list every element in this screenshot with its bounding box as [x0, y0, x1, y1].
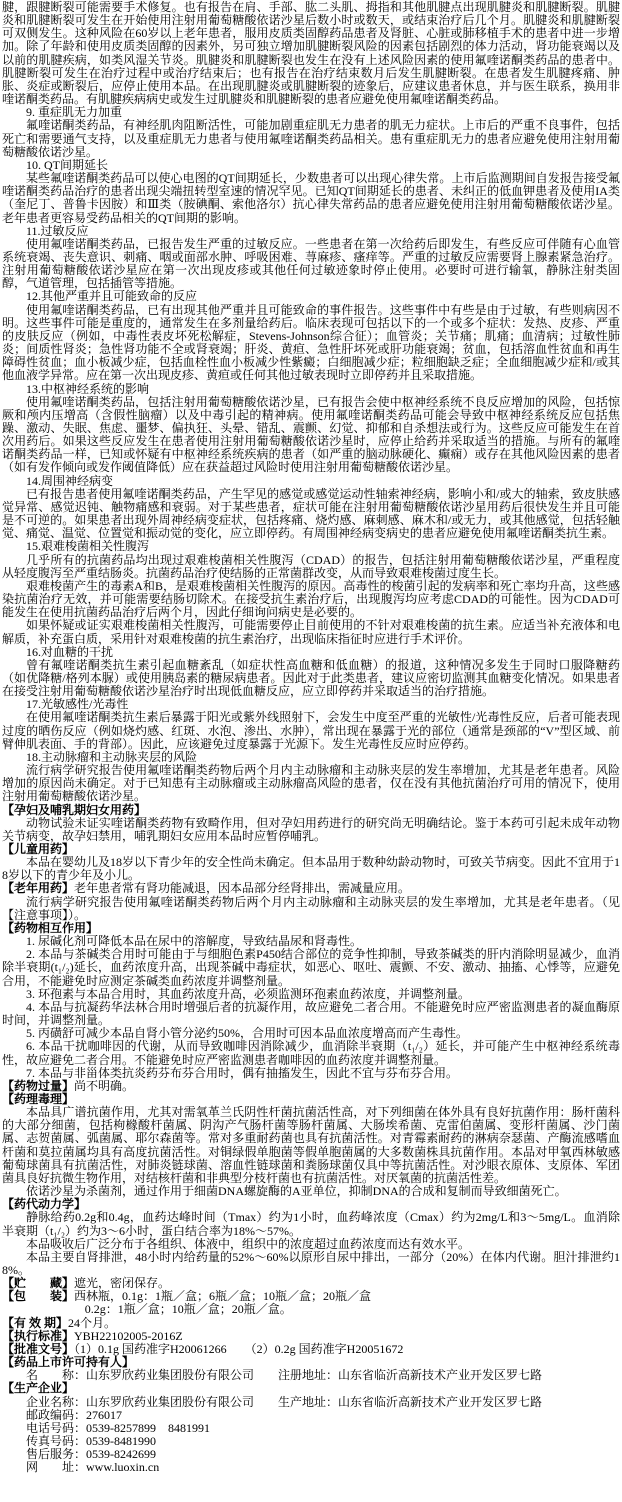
paragraph-text: 遮光，密闭保存。	[74, 1276, 171, 1291]
paragraph-text: 已有报告患者使用氟喹诺酮类药品，产生罕见的感觉或感觉运动性轴索神经病，影响小和/或大的轴索，致皮肤感觉异常、感觉迟钝、触物痛感和衰弱。对于某些患者，症状可能在注射用葡萄糖酸依诺沙星用药后很快发生并且可能是不可逆的。如果患者出现外周神经病变症状，包括疼痛、烧灼感、麻刺感、麻木和/或无力，或其他感觉，包括轻触觉、痛觉、温觉、位置觉和振动觉的变化，应立即停药。有周围神经病变病史的患者应避免使用氟喹诺酮类抗生素。	[2, 486, 620, 541]
paragraph-text: 本品吸收后广泛分布于各组织、体液中，组织中的浓度超过血药浓度而达有效水平。	[26, 1236, 471, 1251]
paragraph-text: 静脉给药0.2g和0.4g，血药达峰时间（Tmax）约为1小时，血药峰浓度（Cmax）约为2mg/L和3～5mg/L。血消除半衰期（t₁/₂）约为3～6小时，蛋白结合率为18%～57%。	[2, 1210, 620, 1238]
paragraph-text: 尚不明确。	[74, 1078, 135, 1093]
section-header-label: 【药物相互作用】	[2, 920, 99, 935]
body-paragraph	[2, 711, 620, 750]
body-paragraph	[2, 619, 620, 645]
paragraph-text: 6. 本品干扰咖啡因的代谢，从而导致咖啡因消除减少，血消除半衰期（t₁/₂）延长，并可能产生中枢神经系统毒性，故应避免二者合用。不能避免时应严密监测患者咖啡因的血药浓度并调整剂量。	[2, 1039, 620, 1067]
paragraph-text: 18.主动脉瘤和主动脉夹层的风险	[26, 749, 198, 764]
section-header-label: 【儿童用药】	[2, 842, 75, 856]
paragraph-text: 本品在婴幼儿及18岁以下青少年的安全性尚未确定。但本品用于数种幼龄动物时，可致关节病变。因此不宜用于18岁以下的青少年及小儿。	[2, 855, 621, 883]
section-header-label: 【执行标准】	[2, 1328, 75, 1343]
paragraph-text: 氟喹诺酮类药品，有神经肌肉阻断活性，可能加剧重症肌无力患者的肌无力症状。上市后的严重不良事件，包括死亡和需要通气支持，以及重症肌无力患者与使用氟喹诺酮类药品相关。患有重症肌无力的患者应避免使用注射用葡萄糖酸依诺沙星。	[2, 118, 620, 159]
body-paragraph	[2, 1211, 620, 1237]
paragraph-text: 某些氟喹诺酮类药品可以使心电图的QT间期延长，少数患者可以出现心律失常。上市后监测期间自发报告接受氟喹诺酮类药品治疗的患者出现尖端扭转型室速的情况罕见。已知QT间期延长的患者、未纠正的低血钾患者及使用IA类（奎尼丁、普鲁卡因胺）和Ⅲ类（胺碘酮、索他洛尔）抗心律失常药品的患者应避免使用注射用葡萄糖酸依诺沙星。老年患者更容易受药品相关的QT间期的影响。	[2, 171, 620, 225]
section-header-label: 【药品上市许可持有人】	[2, 1355, 135, 1370]
paragraph-text: 7. 本品与非甾体类抗炎药芬布芬合用时，偶有抽搐发生，因此不宜与芬布芬合用。	[26, 1065, 459, 1080]
body-paragraph	[2, 1001, 620, 1027]
body-paragraph	[2, 817, 620, 843]
body-paragraph	[2, 1106, 620, 1185]
paragraph-text: 腱，跟腱断裂可能需要手术修复。也有报告在肩、手部、肱二头肌、拇指和其他肌腱点出现肌腱炎和肌腱断裂。肌腱炎和肌腱断裂可发生在开始使用注射用葡萄糖酸依诺沙星后数小时或数天，或结束治疗后几个月。肌腱炎和肌腱断裂可双侧发生。这种风险在60岁以上老年患者，服用皮质类固醇药品患者及肾脏、心脏或肺移植手术的患者中进一步增加。除了年龄和使用皮质类固醇的因素外，另可独立增加肌腱断裂风险的因素包括剧烈的体力活动，肾功能衰竭以及以前的肌腱疾病，如类风湿关节炎。肌腱炎和肌腱断裂也发生在没有上述风险因素的使用氟喹诺酮类药品的患者中。肌腱断裂可发生在治疗过程中或治疗结束后；也有报告在治疗结束数月后发生肌腱断裂。在患者发生肌腱疼痛、肿胀、炎症或断裂后，应停止使用本品。在出现肌腱炎或肌腱断裂的迹象后，应建议患者休息，并与医生联系，换用非喹诺酮类药品。有肌腱疾病病史或发生过肌腱炎和肌腱断裂的患者应避免使用氟喹诺酮类药品。	[2, 0, 620, 107]
paragraph-text: 几乎所有的抗菌药品均出现过艰难梭菌相关性腹泻（CDAD）的报告，包括注射用葡萄糖酸依诺沙星，严重程度从轻度腹泻至严重结肠炎。抗菌药品治疗使结肠的正常菌群改变，从而导致艰难梭菌过度生长。	[2, 552, 620, 580]
section-header-label: 【生产企业】	[2, 1381, 75, 1396]
paragraph-text: 使用氟喹诺酮类药品，包括注射用葡萄糖酸依诺沙星，已有报告会使中枢神经系统不良反应增加的风险，包括惊厥和颅内压增高（含假性脑瘤）以及中毒引起的精神病。使用氟喹诺酮类药品可能会导致中枢神经系统反应包括焦躁、激动、失眠、焦虑、噩梦、偏执狂、头晕、错乱、震颤、幻觉、抑郁和自杀想法或行为。这些反应可能发生在首次用药后。如果这些反应发生在患者使用注射用葡萄糖酸依诺沙星时，应停止给药并采取适当的措施。与所有的氟喹诺酮类药品一样，已知或怀疑有中枢神经系统疾病的患者（如严重的脑动脉硬化、癫痫）或存在其他风险因素的患者（如有发作倾向或发作阈值降低）应在获益超过风险时使用注射用葡萄糖酸依诺沙星。	[2, 394, 620, 475]
section-header-label: 【药代动力学】	[2, 1197, 87, 1212]
paragraph-text: 本品具广谱抗菌作用，尤其对需氧革兰氏阴性杆菌抗菌活性高，对下列细菌在体外具有良好抗菌作用：肠杆菌科的大部分细菌，包括枸橼酸杆菌属、阴沟产气肠杆菌等肠杆菌属、大肠埃希菌、克雷伯菌属、变形杆菌属、沙门菌属、志贺菌属、弧菌属、耶尔森菌等。常对多重耐药菌也具有抗菌活性。对青霉素耐药的淋病奈瑟菌、产酶流感嗜血杆菌和莫拉菌属均具有高度抗菌活性。对铜绿假单胞菌等假单胞菌属的大多数菌株具抗菌作用。本品对甲氧西林敏感葡萄球菌具有抗菌活性，对肺炎链球菌、溶血性链球菌和粪肠球菌仅具中等抗菌活性。对沙眼衣原体、支原体、军团菌具良好抗微生物作用，对结核杆菌和非典型分枝杆菌也有抗菌活性。对厌氧菌的抗菌活性差。	[2, 1105, 620, 1185]
paragraph-text: 5. 丙磺舒可减少本品自肾小管分泌约50%，合用时可因本品血浓度增高而产生毒性。	[26, 1026, 468, 1041]
body-paragraph	[2, 948, 620, 987]
paragraph-text: 使用氟喹诺酮类药品，已有出现其他严重并且可能致命的事件报告。这些事件中有些是由于过敏，有些则病因不明。这些事件可能是重度的，通常发生在多剂量给药后。临床表现可包括以下的一个或多个症状：发热、皮疹、严重的皮肤反应（例如，中毒性表皮坏死松解症，Stevens-Johnson综合征）；血管炎；关节痛；肌痛；血清病；过敏性肺炎；间质性肾炎；急性肾功能不全或肾衰竭；肝炎、黄疸、急性肝坏死或肝功能衰竭；贫血，包括溶血性贫血和再生障碍性贫血；血小板减少症，包括血栓性血小板减少性紫癜；白细胞减少症；粒细胞缺乏症；全血细胞减少症和/或其他血液学异常。应在第一次出现皮疹、黄疸或任何其他过敏表现时立即停药并且采取措施。	[2, 302, 620, 383]
body-paragraph	[2, 238, 620, 291]
paragraph-text: 本品主要自肾排泄，48小时内给药量的52%～60%以原形自尿中排出，一部分（20%）在体内代谢。胆汁排泄约18%。	[2, 1249, 620, 1277]
paragraph-text: 13.中枢神经系统的影响	[26, 381, 150, 396]
paragraph-text: 西林瓶，0.1g：1瓶／盒；6瓶／盒；10瓶／盒；20瓶／盒	[74, 1289, 372, 1304]
paragraph-text: 10. QT间期延长	[26, 157, 108, 172]
paragraph-text: 2. 本品与茶碱类合用时可能由于与细胞色素P450结合部位的竞争性抑制，导致茶碱类的肝内消除明显减少，血消除半衰期(t₁/₂)延长，血药浓度升高，出现茶碱中毒症状，如恶心、呕吐、震颤、不安、激动、抽搐、心悸等，应避免合用，不能避免时应测定茶碱类血药浓度并调整剂量。	[2, 947, 620, 988]
paragraph-text: 名 称：山东罗欣药业集团股份有限公司 注册地址：山东省临沂高新技术产业开发区罗七路	[26, 1368, 543, 1383]
section-header-label: 【孕妇及哺乳期妇女用药】	[2, 802, 147, 817]
body-paragraph	[2, 1369, 620, 1382]
section-header-label: 【有 效 期】	[2, 1315, 69, 1330]
paragraph-text: （1）0.1g 国药准字H20061266 （2）0.2g 国药准字H20051672	[74, 1341, 404, 1356]
paragraph-text: 曾有氟喹诺酮类抗生素引起血糖紊乱（如症状性高血糖和低血糖）的报道，这种情况多发生于同时口服降糖药（如优降糖/格列本脲）或使用胰岛素的糖尿病患者。因此对于此类患者，建议应密切监测其血糖变化情况。如果患者在接受注射用葡萄糖酸依诺沙星治疗时出现低血糖反应，应立即停药并采取适当的治疗措施。	[2, 657, 620, 699]
paragraph-text: 4. 本品与抗凝药华法林合用时增强后者的抗凝作用，故应避免二者合用。不能避免时应严密监测患者的凝血酶原时间，并调整剂量。	[2, 999, 620, 1028]
paragraph-text: YBH22102005-2016Z	[74, 1328, 183, 1343]
body-paragraph	[2, 1, 620, 106]
paragraph-text: 传真号码：0539-8481990	[26, 1434, 156, 1449]
paragraph-text: 15.艰难梭菌相关性腹泻	[26, 539, 150, 554]
body-paragraph	[2, 396, 620, 475]
paragraph-text: 流行病学研究报告使用氟喹诺酮类药物后两个月内主动脉瘤和主动脉夹层的发生率增加，尤其是老年患者。（见【注意事项】）。	[2, 894, 620, 922]
paragraph-text: 3. 环孢素与本品合用时，其血药浓度升高，必须监测环孢素血药浓度，并调整剂量。	[26, 986, 471, 1001]
paragraph-text: 网 址：www.luoxin.cn	[26, 1460, 160, 1475]
paragraph-text: 12.其他严重并且可能致命的反应	[26, 289, 198, 304]
section-header-label: 【批准文号】	[2, 1341, 75, 1356]
paragraph-text: 14.周围神经病变	[26, 473, 114, 488]
paragraph-text: 11.过敏反应	[26, 223, 89, 238]
paragraph-text: 老年患者常有肾功能减退，因本品部分经肾排出，需减量应用。	[74, 881, 411, 896]
body-paragraph	[2, 172, 620, 225]
body-paragraph	[2, 119, 620, 158]
section-header-label: 【药物过量】	[2, 1078, 75, 1093]
paragraph-text: 在使用氟喹诺酮类抗生素后暴露于阳光或紫外线照射下，会发生中度至严重的光敏性/光毒性反应，后者可能表现过度的晒伤反应（例如烧灼感、红斑、水泡、渗出、水肿），常出现在暴露于光的部位（通常是颈部的“V”型区域、前臂伸肌表面、手的背部）。因此，应该避免过度暴露于光源下。发生光毒性反应时应停药。	[2, 710, 620, 751]
paragraph-text: 17.光敏感性/光毒性	[26, 697, 129, 712]
body-paragraph	[2, 659, 620, 698]
section-header-label: 【老年用药】	[2, 881, 75, 896]
body-paragraph	[2, 764, 620, 803]
body-paragraph	[2, 1040, 620, 1066]
body-paragraph	[2, 896, 620, 922]
paragraph-text: 16.对血糖的干扰	[26, 644, 114, 659]
body-paragraph	[2, 488, 620, 541]
paragraph-text: 售后服务：0539-8242699	[26, 1447, 156, 1462]
paragraph-text: 1. 尿碱化剂可降低本品在尿中的溶解度，导致结晶尿和肾毒性。	[26, 934, 363, 949]
paragraph-text: 如果怀疑或证实艰难梭菌相关性腹泻，可能需要停止目前使用的不针对艰难梭菌的抗生素。应适当补充液体和电解质，补充蛋白质，采用针对艰难梭菌的抗生素治疗，出现临床指征时应进行手术评价。	[2, 618, 620, 646]
body-paragraph	[2, 1185, 620, 1198]
body-paragraph	[2, 304, 620, 383]
body-paragraph	[2, 1251, 620, 1277]
paragraph-text: 24个月。	[68, 1315, 117, 1330]
paragraph-text: 企业名称：山东罗欣药业集团股份有限公司 生产地址：山东省临沂高新技术产业开发区罗七路	[26, 1394, 543, 1409]
paragraph-text: 9. 重症肌无力加重	[26, 105, 123, 120]
body-paragraph	[2, 856, 620, 882]
body-paragraph	[2, 554, 620, 580]
body-paragraph	[2, 580, 620, 619]
paragraph-text: 使用氟喹诺酮类药品，已报告发生严重的过敏反应。一些患者在第一次给药后即发生，有些反应可伴随有心血管系统衰竭、丧失意识、刺痛、咽或面部水肿、呼吸困难、荨麻疹、瘙痒等。严重的过敏反应需要肾上腺素紧急治疗。注射用葡萄糖酸依诺沙星应在第一次出现皮疹或其他任何过敏迹象时停止使用。必要时可进行输氧，静脉注射类固醇，气道管理，包括插管等措施。	[2, 236, 620, 291]
section-header-label: 【药理毒理】	[2, 1091, 75, 1106]
paragraph-text: 动物试验未证实喹诺酮类药物有致畸作用，但对孕妇用药进行的研究尚无明确结论。鉴于本药可引起未成年动物关节病变，故孕妇禁用，哺乳期妇女应用本品时应暂停哺乳。	[2, 815, 620, 843]
body-paragraph	[2, 1461, 620, 1474]
paragraph-text: 艰难梭菌产生的毒素A和B，是艰难梭菌相关性腹泻的原因。高毒性的梭菌引起的发病率和死亡率均升高，这些感染抗菌治疗无效，并可能需要结肠切除术。在接受抗生素治疗后，出现腹泻均应考虑CDAD的可能性。因为CDAD可能发生在使用抗菌药品治疗后两个月，因此仔细询问病史是必要的。	[2, 578, 620, 620]
paragraph-text: 邮政编码：276017	[26, 1407, 123, 1422]
section-heading-paragraph	[2, 1080, 620, 1093]
section-header-label: 【包 装】	[2, 1289, 75, 1304]
document-body	[2, 1, 620, 1475]
paragraph-text: 流行病学研究报告使用氟喹诺酮类药物后两个月内主动脉瘤和主动脉夹层的发生率增加，尤其是老年患者。风险增加的原因尚未确定。对于已知患有主动脉瘤或主动脉瘤高风险的患者，仅在没有其他抗菌治疗可用的情况下，使用注射用葡萄糖酸依诺沙星。	[2, 763, 620, 804]
paragraph-text: 依诺沙星为杀菌剂，通过作用于细菌DNA螺旋酶的A亚单位，抑制DNA的合成和复制而导致细菌死亡。	[26, 1184, 567, 1199]
section-header-label: 【贮 藏】	[2, 1276, 75, 1291]
paragraph-text: 0.2g：1瓶／盒；10瓶／盒；20瓶／盒。	[84, 1302, 292, 1317]
paragraph-text: 电话号码：0539-8257899 8481991	[26, 1420, 210, 1435]
